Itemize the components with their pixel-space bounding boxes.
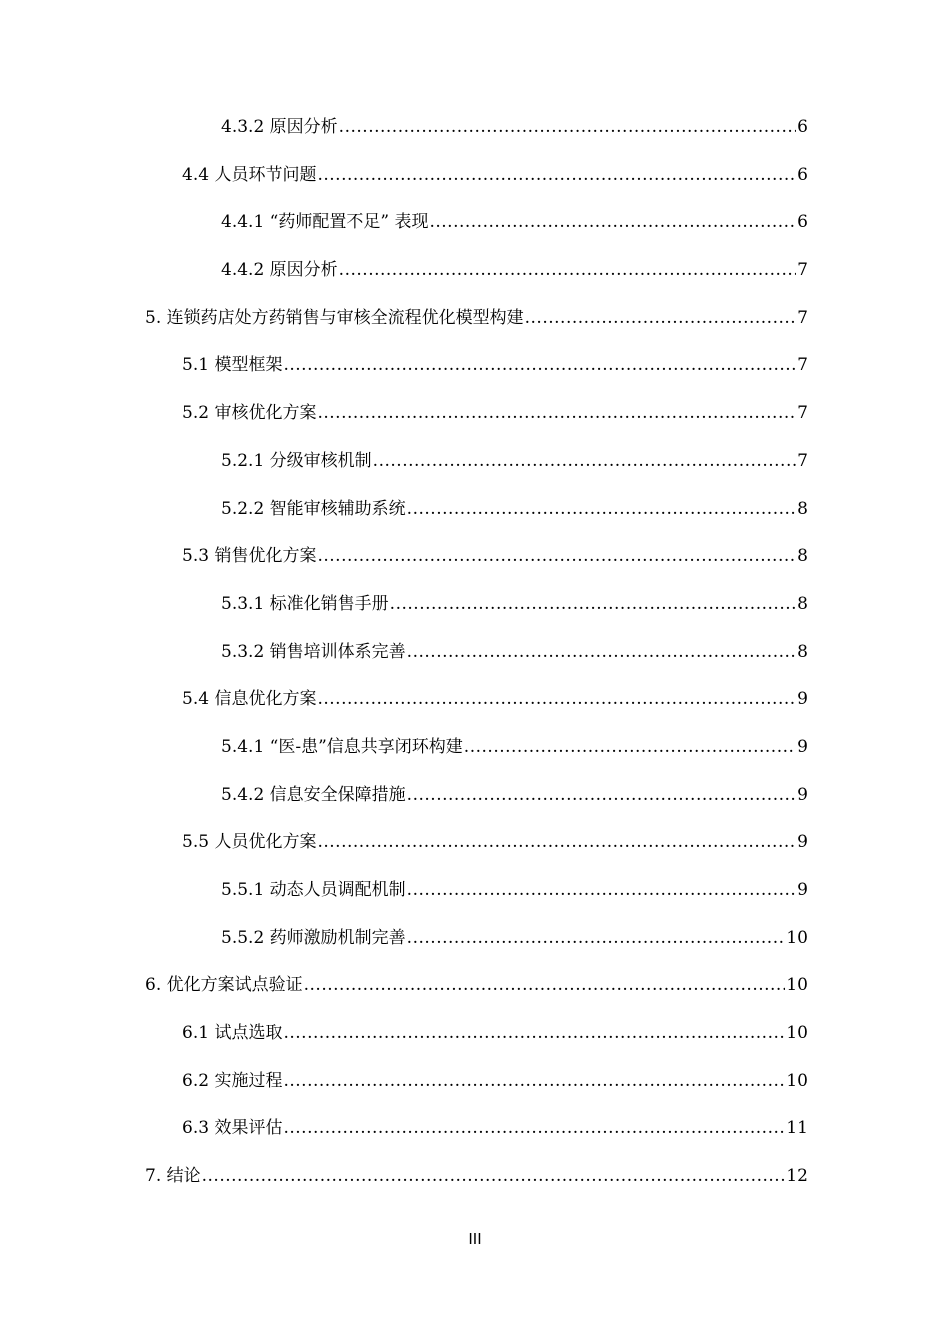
toc-entry[interactable] bbox=[0, 629, 808, 677]
toc-entry-page: 9 bbox=[797, 784, 808, 805]
toc-entry[interactable] bbox=[0, 247, 808, 295]
toc-entry[interactable] bbox=[0, 1153, 808, 1201]
toc-entry[interactable] bbox=[0, 1058, 808, 1106]
toc-entry-page: 10 bbox=[786, 927, 808, 948]
toc-dot-leader bbox=[407, 915, 786, 963]
toc-dot-leader bbox=[317, 152, 796, 200]
table-of-contents bbox=[0, 104, 950, 1201]
toc-entry[interactable] bbox=[0, 915, 808, 963]
toc-entry-title: 5.4.1 “医-患”信息共享闭环构建 bbox=[221, 736, 463, 757]
toc-entry-title: 5.3.2 销售培训体系完善 bbox=[221, 641, 406, 662]
toc-dot-leader bbox=[390, 581, 797, 629]
toc-entry-title: 5.5 人员优化方案 bbox=[182, 832, 317, 853]
toc-entry-page: 6 bbox=[797, 164, 808, 185]
toc-entry-title: 4.4.2 原因分析 bbox=[221, 260, 338, 281]
toc-dot-leader bbox=[407, 772, 797, 820]
toc-dot-leader bbox=[373, 438, 797, 486]
toc-entry-page: 9 bbox=[797, 689, 808, 710]
toc-dot-leader bbox=[525, 295, 797, 343]
toc-entry[interactable] bbox=[0, 533, 808, 581]
toc-dot-leader bbox=[339, 247, 797, 295]
toc-dot-leader bbox=[429, 199, 796, 247]
toc-entry[interactable] bbox=[0, 676, 808, 724]
toc-entry-title: 4.3.2 原因分析 bbox=[221, 117, 338, 137]
toc-entry[interactable] bbox=[0, 962, 808, 1010]
toc-entry[interactable] bbox=[0, 819, 808, 867]
toc-entry-page: 7 bbox=[797, 355, 808, 376]
toc-entry[interactable] bbox=[0, 1105, 808, 1153]
toc-entry-page: 9 bbox=[797, 880, 808, 900]
toc-entry-page: 10 bbox=[786, 1070, 808, 1091]
toc-dot-leader bbox=[283, 1058, 785, 1106]
toc-entry[interactable] bbox=[0, 438, 808, 486]
toc-entry-title: 6.3 效果评估 bbox=[182, 1118, 283, 1139]
toc-entry[interactable] bbox=[0, 199, 808, 247]
toc-entry[interactable] bbox=[0, 772, 808, 820]
toc-entry[interactable] bbox=[0, 295, 808, 343]
toc-entry-title: 4.4.1 “药师配置不足” 表现 bbox=[221, 212, 429, 233]
toc-dot-leader bbox=[317, 819, 796, 867]
toc-entry[interactable] bbox=[0, 867, 808, 915]
toc-entry[interactable] bbox=[0, 724, 808, 772]
toc-dot-leader bbox=[283, 1010, 785, 1058]
toc-entry-page: 9 bbox=[797, 832, 808, 853]
toc-entry-title: 5.1 模型框架 bbox=[182, 355, 283, 376]
toc-entry-page: 7 bbox=[797, 307, 808, 328]
toc-entry-title: 5.3 销售优化方案 bbox=[182, 546, 317, 567]
toc-entry-page: 8 bbox=[797, 546, 808, 567]
toc-entry-title: 4.4 人员环节问题 bbox=[182, 164, 317, 185]
toc-entry-page: 8 bbox=[797, 593, 808, 614]
toc-dot-leader bbox=[202, 1153, 786, 1201]
toc-dot-leader bbox=[317, 676, 796, 724]
toc-entry-title: 5.2 审核优化方案 bbox=[182, 403, 317, 424]
toc-entry-title: 6.1 试点选取 bbox=[182, 1023, 283, 1044]
toc-entry-title: 5.4.2 信息安全保障措施 bbox=[221, 784, 406, 805]
toc-entry-title: 5.5.1 动态人员调配机制 bbox=[221, 880, 406, 900]
toc-dot-leader bbox=[339, 104, 797, 152]
toc-entry-page: 11 bbox=[786, 1118, 808, 1139]
toc-dot-leader bbox=[317, 390, 796, 438]
toc-entry-title: 6.2 实施过程 bbox=[182, 1070, 283, 1091]
toc-entry-page: 6 bbox=[797, 212, 808, 233]
toc-entry-title: 5.3.1 标准化销售手册 bbox=[221, 593, 389, 614]
toc-entry-title: 5.2.2 智能审核辅助系统 bbox=[221, 498, 406, 519]
toc-dot-leader bbox=[407, 629, 797, 677]
page-number: III bbox=[468, 1230, 482, 1248]
toc-dot-leader bbox=[304, 962, 786, 1010]
toc-entry-title: 5.5.2 药师激励机制完善 bbox=[221, 927, 406, 948]
toc-entry-title: 5.2.1 分级审核机制 bbox=[221, 450, 372, 471]
toc-entry-title: 5. 连锁药店处方药销售与审核全流程优化模型构建 bbox=[145, 307, 524, 328]
toc-entry-title: 7. 结论 bbox=[145, 1166, 201, 1187]
toc-entry-page: 10 bbox=[786, 975, 808, 996]
toc-entry[interactable] bbox=[0, 152, 808, 200]
toc-entry[interactable] bbox=[0, 342, 808, 390]
toc-dot-leader bbox=[407, 486, 797, 534]
toc-entry-page: 6 bbox=[797, 117, 808, 137]
toc-entry-title: 5.4 信息优化方案 bbox=[182, 689, 317, 710]
toc-entry-page: 7 bbox=[797, 450, 808, 471]
toc-dot-leader bbox=[464, 724, 796, 772]
toc-entry-page: 8 bbox=[797, 641, 808, 662]
toc-dot-leader bbox=[407, 867, 797, 915]
toc-entry-page: 9 bbox=[797, 736, 808, 757]
toc-entry-title: 6. 优化方案试点验证 bbox=[145, 975, 303, 996]
toc-entry-page: 10 bbox=[786, 1023, 808, 1044]
toc-entry-page: 7 bbox=[797, 260, 808, 281]
toc-entry[interactable] bbox=[0, 1010, 808, 1058]
toc-entry-page: 12 bbox=[786, 1166, 808, 1187]
toc-dot-leader bbox=[283, 1105, 785, 1153]
toc-entry[interactable] bbox=[0, 486, 808, 534]
toc-dot-leader bbox=[317, 533, 796, 581]
toc-entry-page: 7 bbox=[797, 403, 808, 424]
toc-entry-page: 8 bbox=[797, 498, 808, 519]
toc-entry[interactable] bbox=[0, 390, 808, 438]
toc-entry[interactable] bbox=[0, 581, 808, 629]
toc-entry[interactable] bbox=[0, 104, 808, 152]
toc-dot-leader bbox=[283, 342, 796, 390]
